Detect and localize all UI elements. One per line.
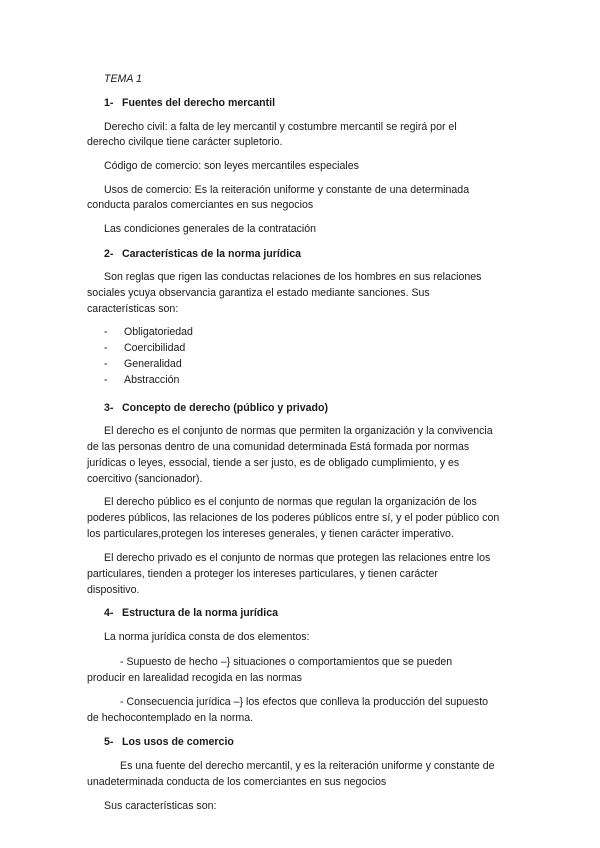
tema-title: TEMA 1 [104,73,142,85]
s4-paragraph-3-line-1: - Consecuencia jurídica –} los efectos que conlleva la producción del supuesto [120,696,489,708]
s1-paragraph-1-line-2: derecho civilque tiene carácter supletorio. [87,136,283,148]
s4-paragraph-3-line-2: de hechocontemplado en la norma. [87,712,254,724]
section-1-title: Fuentes del derecho mercantil [122,97,276,109]
section-5-title: Los usos de comercio [122,736,234,748]
section-3-heading [104,402,328,415]
list-item [104,358,182,371]
s1-paragraph-1-line-1: Derecho civil: a falta de ley mercantil y costumbre mercantil se regirá por el [104,121,457,133]
section-1-heading [104,97,275,110]
s4-paragraph-2-line-2: producir en larealidad recogida en las normas [87,672,302,684]
s1-paragraph-3-line-2: conducta paralos comerciantes en sus negocios [87,199,314,211]
list-item-label: Abstracción [124,374,180,386]
section-4-title: Estructura de la norma jurídica [122,607,279,619]
list-item [104,342,185,355]
s1-paragraph-2: Código de comercio: son leyes mercantiles especiales [104,160,359,172]
list-item-label: Obligatoriedad [124,326,193,338]
bullet-dash: - [104,358,108,370]
section-5-heading [104,736,234,749]
section-3-number: 3- [104,402,114,414]
s1-paragraph-4: Las condiciones generales de la contratación [104,223,317,235]
s3-paragraph-3-line-1: El derecho privado es el conjunto de normas que protegen las relaciones entre los [104,552,491,564]
s3-paragraph-1-line-2: de las personas dentro de una comunidad determinada Está formada por normas [87,441,470,453]
section-2-title: Características de la norma jurídica [122,248,301,260]
bullet-dash: - [104,342,108,354]
s3-paragraph-1-line-3: jurídicas o leyes, essocial, tiende a ser justo, es de obligado cumplimiento, y es [87,457,460,469]
section-4-number: 4- [104,607,114,619]
section-2-heading [104,248,301,261]
s5-paragraph-1-line-2: unadeterminada conducta de los comerciantes en sus negocios [87,776,387,788]
section-3-title: Concepto de derecho (público y privado) [122,402,329,414]
bullet-dash: - [104,374,108,386]
s1-paragraph-3-line-1: Usos de comercio: Es la reiteración uniforme y constante de una determinada [104,184,470,196]
section-2-number: 2- [104,248,114,260]
section-5-number: 5- [104,736,114,748]
s3-paragraph-1-line-4: coercitivo (sancionador). [87,473,203,485]
list-item-label: Coercibilidad [124,342,186,354]
list-item-label: Generalidad [124,358,182,370]
s3-paragraph-3-line-2: particulares, tienden a proteger los intereses particulares, y tienen carácter [87,568,438,580]
list-item [104,326,193,339]
s3-paragraph-1-line-1: El derecho es el conjunto de normas que permiten la organización y la convivencia [104,425,493,437]
section-4-heading [104,607,278,620]
s5-paragraph-2: Sus características son: [104,800,217,812]
s4-paragraph-2-line-1: - Supuesto de hecho –} situaciones o comportamientos que se pueden [120,656,453,668]
section-1-number: 1- [104,97,114,109]
s5-paragraph-1-line-1: Es una fuente del derecho mercantil, y es la reiteración uniforme y constante de [120,760,495,772]
s2-paragraph-1-line-2: sociales ycuya observancia garantiza el estado mediante sanciones. Sus [87,287,430,299]
bullet-dash: - [104,326,108,338]
s3-paragraph-2-line-1: El derecho público es el conjunto de normas que regulan la organización de los [104,496,477,508]
s3-paragraph-2-line-2: poderes públicos, las relaciones de los poderes públicos entre sí, y el poder público con [87,512,500,524]
s3-paragraph-3-line-3: dispositivo. [87,584,140,596]
s3-paragraph-2-line-3: los particulares,protegen los intereses generales, y tienen carácter imperativo. [87,528,454,540]
s2-paragraph-1-line-3: características son: [87,303,179,315]
s2-paragraph-1-line-1: Son reglas que rigen las conductas relaciones de los hombres en sus relaciones [104,271,482,283]
list-item [104,374,179,387]
s4-paragraph-1: La norma jurídica consta de dos elementos: [104,631,310,643]
